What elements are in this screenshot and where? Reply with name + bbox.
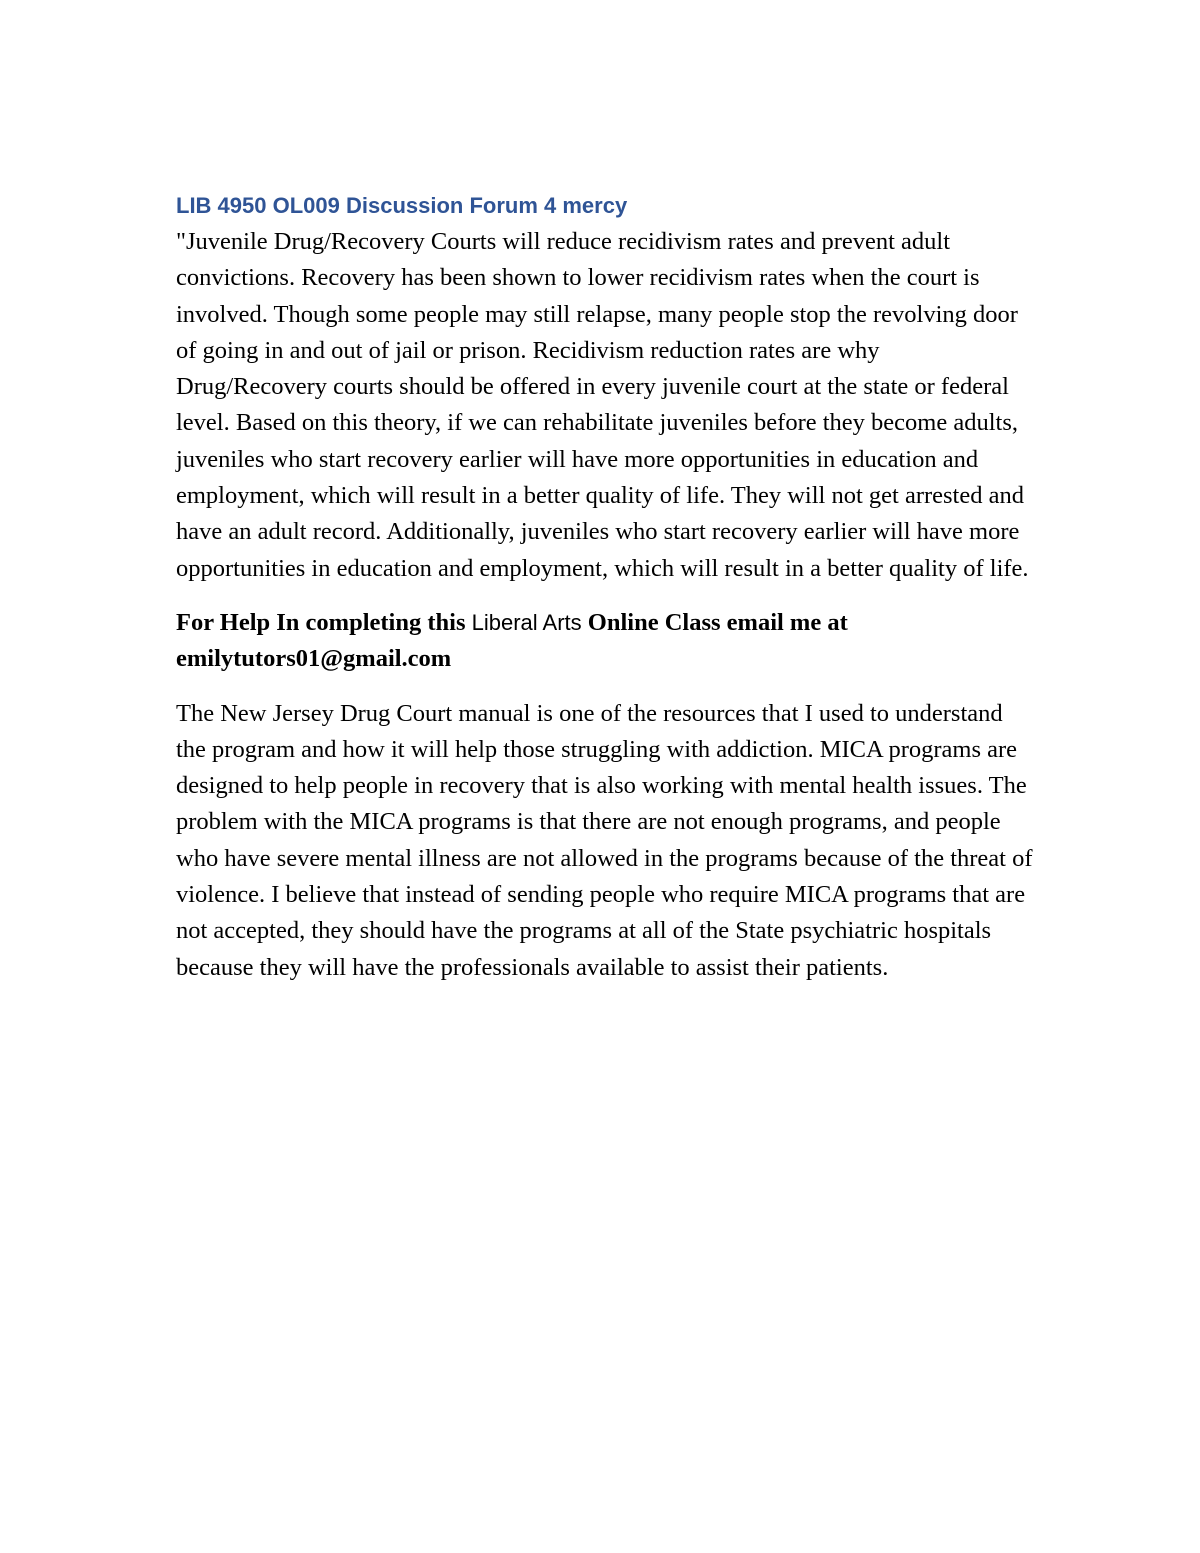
document-heading: LIB 4950 OL009 Discussion Forum 4 mercy bbox=[176, 193, 628, 218]
document-page bbox=[176, 189, 1036, 986]
help-text-email: Online Class email me at emilytutors01@gmail.com bbox=[176, 608, 848, 673]
paragraph-juvenile-courts: "Juvenile Drug/Recovery Courts will reduce recidivism rates and prevent adult convictions. Recovery has been shown to lower recidivism rates when the court is involved. Though some people may still relapse, many people stop the revolving door of going in and out of jail or prison. Recidivism reduction rates are why Drug/Recovery courts should be offered in every juvenile court at the state or federal level. Based on this theory, if we can rehabilitate juveniles before they become adults, juveniles who start recovery earlier will have more opportunities in education and employment, which will result in a better quality of life. They will not get arrested and have an adult record. Additionally, juveniles who start recovery earlier will have more opportunities in education and employment, which will result in a better quality of life. bbox=[176, 228, 1029, 582]
help-text-start: For Help In completing this bbox=[176, 608, 472, 636]
help-contact-text bbox=[176, 605, 1036, 678]
help-text-liberal-arts: Liberal Arts bbox=[471, 609, 582, 635]
paragraph-nj-drug-court: The New Jersey Drug Court manual is one of the resources that I used to understand the program and how it will help those struggling with addiction. MICA programs are designed to help people in recovery that is also working with mental health issues. The problem with the MICA programs is that there are not enough programs, and people who have severe mental illness are not allowed in the programs because of the threat of violence. I believe that instead of sending people who require MICA programs that are not accepted, they should have the programs at all of the State psychiatric hospitals because they will have the professionals available to assist their patients. bbox=[176, 699, 1033, 981]
